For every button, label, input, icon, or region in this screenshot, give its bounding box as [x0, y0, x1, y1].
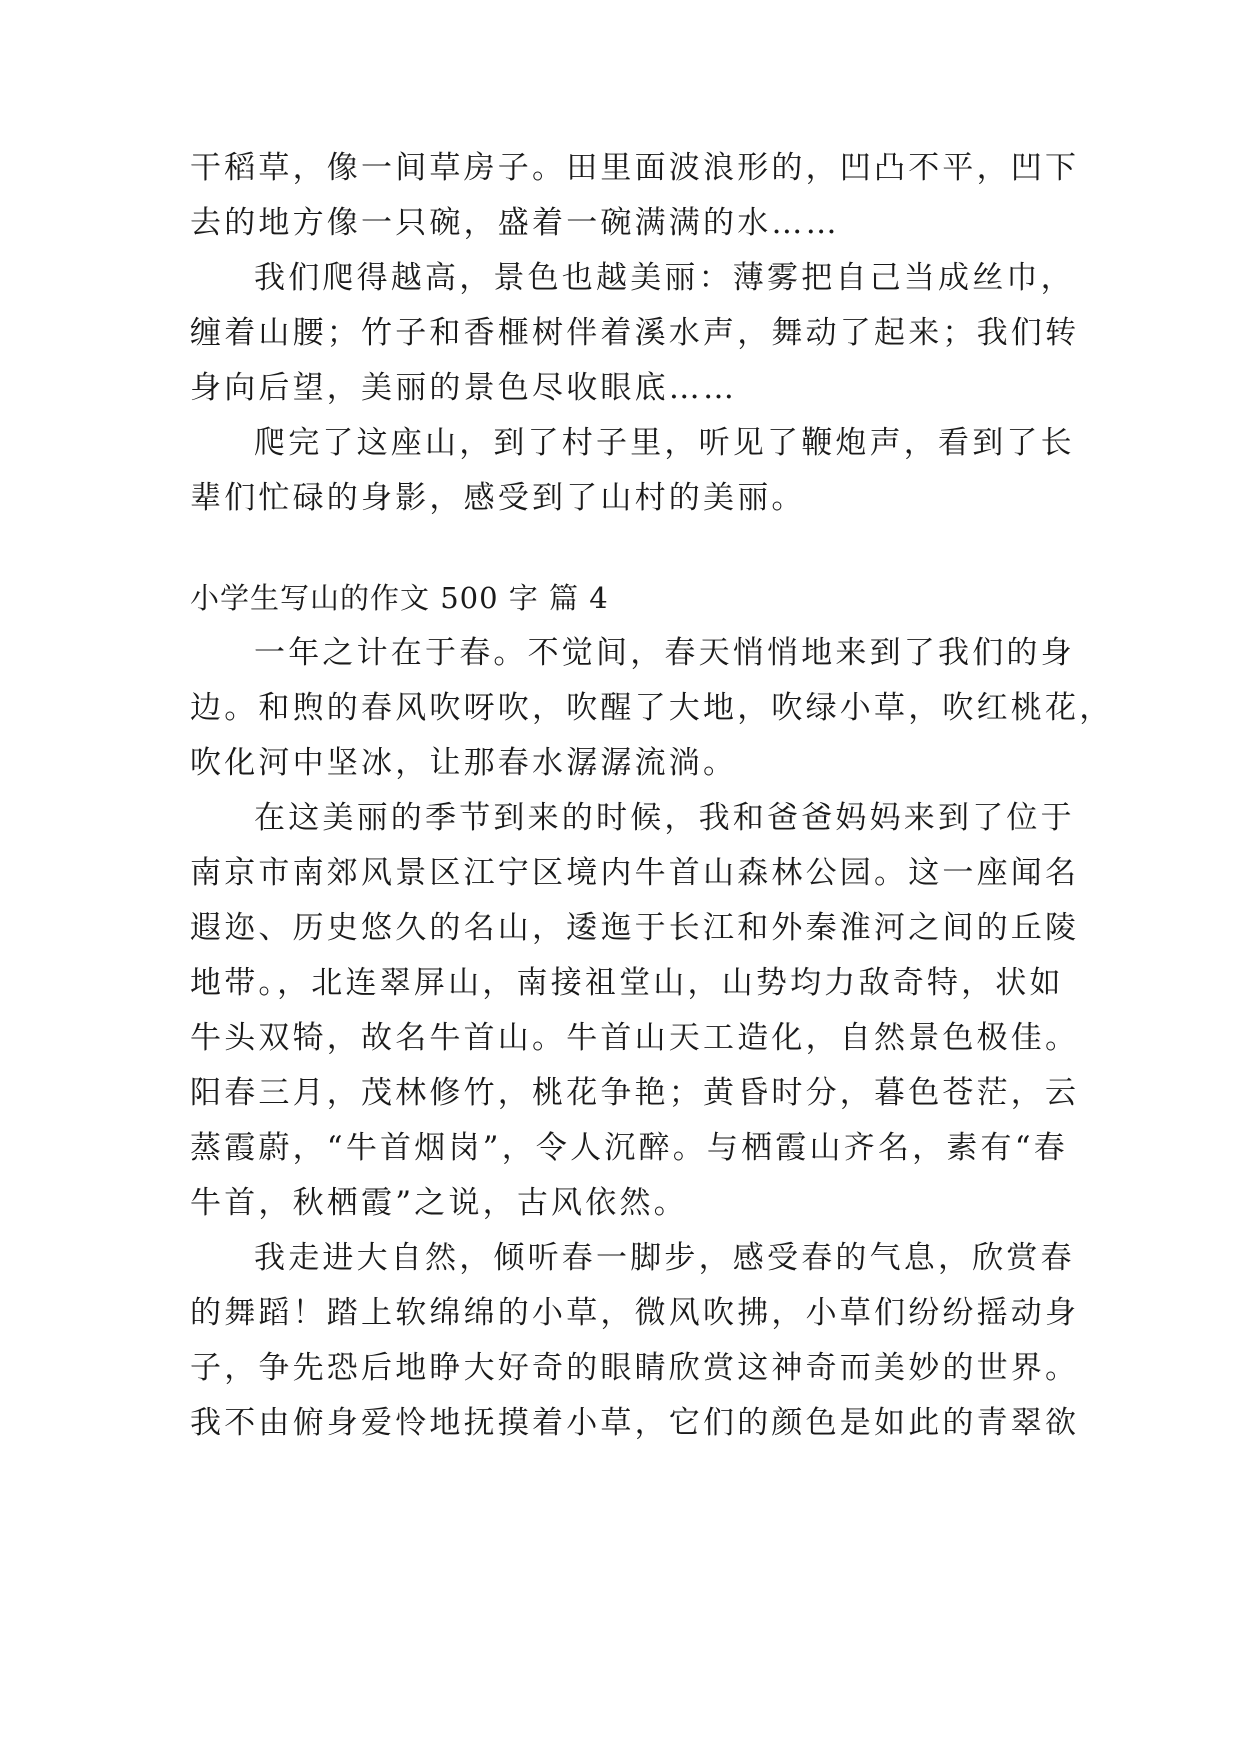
- paragraph-start: 在这美丽的季节到来的时候，我和爸爸妈妈来到了位于: [254, 800, 1075, 836]
- text-line: 蒸霞蔚，“牛首烟岗”，令人沉醉。与栖霞山齐名，素有“春: [190, 1130, 1068, 1166]
- text-line: 我不由俯身爱怜地抚摸着小草，它们的颜色是如此的青翠欲: [190, 1405, 1080, 1441]
- text-line: 子，争先恐后地睁大好奇的眼睛欣赏这神奇而美妙的世界。: [190, 1350, 1080, 1386]
- paragraph-start: 我们爬得越高，景色也越美丽：薄雾把自己当成丝巾，: [254, 260, 1075, 296]
- section-heading: 小学生写山的作文 500 字 篇 4: [190, 581, 609, 615]
- paragraph-start: 一年之计在于春。不觉间，春天悄悄地来到了我们的身: [254, 635, 1075, 671]
- text-line: 阳春三月，茂林修竹，桃花争艳；黄昏时分，暮色苍茫，云: [190, 1075, 1080, 1111]
- paragraph-start: 我走进大自然，倾听春一脚步，感受春的气息，欣赏春: [254, 1240, 1075, 1276]
- text-line: 缠着山腰；竹子和香榧树伴着溪水声，舞动了起来；我们转: [190, 315, 1080, 351]
- text-line: 牛首，秋栖霞”之说，古风依然。: [190, 1185, 688, 1221]
- text-line: 吹化河中坚冰，让那春水潺潺流淌。: [190, 745, 738, 781]
- text-line: 遐迩、历史悠久的名山，逶迤于长江和外秦淮河之间的丘陵: [190, 910, 1080, 946]
- text-line: 边。和煦的春风吹呀吹，吹醒了大地，吹绿小草，吹红桃花，: [190, 690, 1114, 726]
- text-line: 牛头双犄，故名牛首山。牛首山天工造化，自然景色极佳。: [190, 1020, 1080, 1056]
- text-line: 去的地方像一只碗，盛着一碗满满的水……: [190, 205, 840, 241]
- paragraph-start: 爬完了这座山，到了村子里，听见了鞭炮声，看到了长: [254, 425, 1075, 461]
- text-line: 身向后望，美丽的景色尽收眼底……: [190, 370, 738, 406]
- text-line: 地带。，北连翠屏山，南接祖堂山，山势均力敌奇特，状如: [190, 965, 1064, 1001]
- text-line: 的舞蹈！踏上软绵绵的小草，微风吹拂，小草们纷纷摇动身: [190, 1295, 1080, 1331]
- text-line: 干稻草，像一间草房子。田里面波浪形的，凹凸不平，凹下: [190, 150, 1080, 186]
- text-line: 辈们忙碌的身影，感受到了山村的美丽。: [190, 480, 806, 516]
- text-line: 南京市南郊风景区江宁区境内牛首山森林公园。这一座闻名: [190, 855, 1080, 891]
